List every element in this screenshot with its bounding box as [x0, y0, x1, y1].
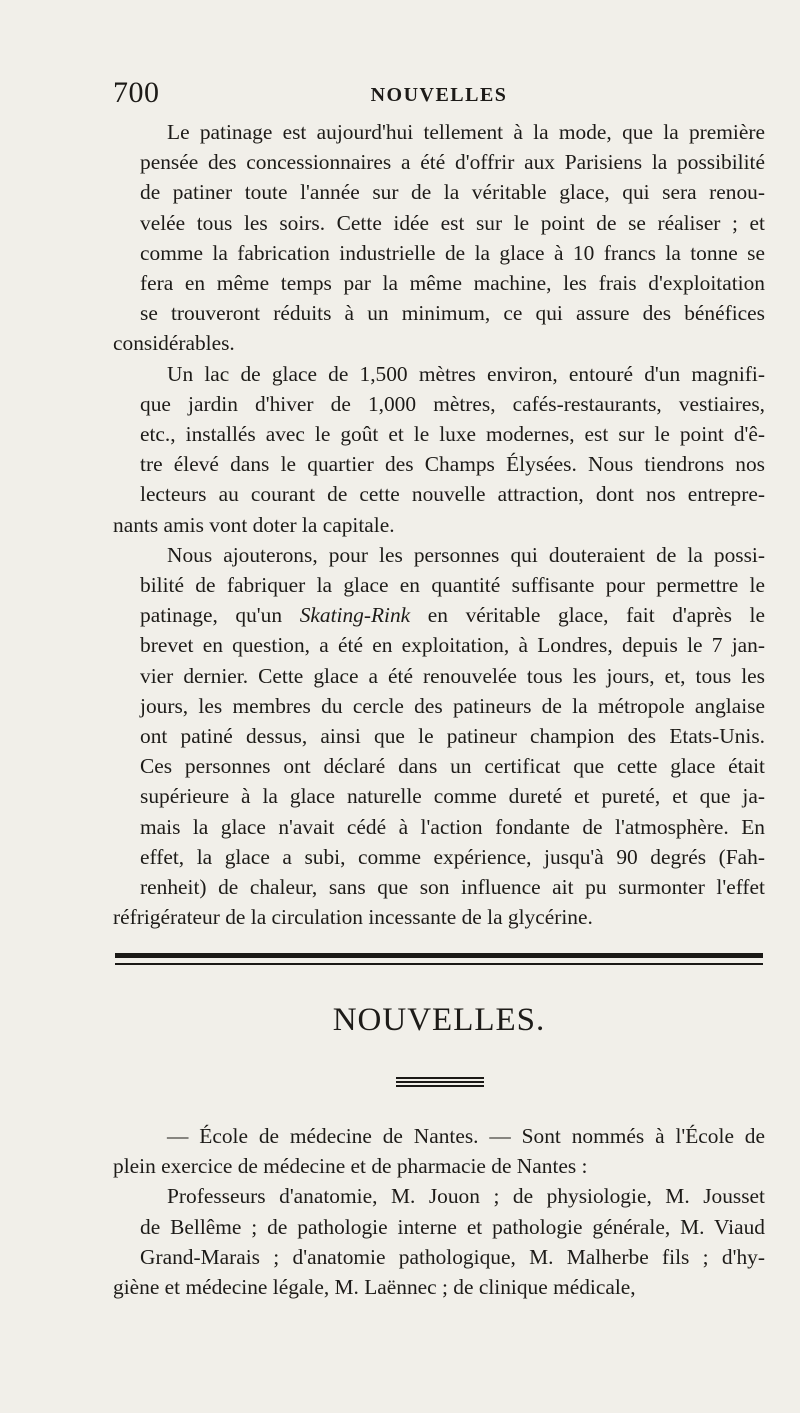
text-line: considérables. — [113, 331, 235, 356]
text-line: pensée des concessionnaires a été d'offrir aux Parisiens la possibilité — [140, 150, 765, 175]
page-number: 700 — [113, 76, 160, 109]
text-line: — École de médecine de Nantes. — Sont nommés à l'École de — [167, 1124, 765, 1148]
text-line: se trouveront réduits à un minimum, ce qui assure des bénéfices — [140, 301, 765, 326]
text-line: réfrigérateur de la circulation incessante de la glycérine. — [113, 905, 593, 930]
text-line: Professeurs d'anatomie, M. Jouon ; de physiologie, M. Jousset — [167, 1184, 765, 1209]
text-line: brevet en question, a été en exploitation, à Londres, depuis le 7 jan- — [140, 633, 765, 658]
page-header — [113, 76, 765, 116]
news-paragraph — [113, 1121, 765, 1181]
text-line: comme la fabrication industrielle de la glace à 10 francs la tonne se — [140, 240, 765, 265]
text-line: que jardin d'hiver de 1,000 mètres, cafés-restaurants, vestiaires, — [140, 391, 765, 416]
text-line: plein exercice de médecine et de pharmacie de Nantes : — [113, 1154, 588, 1179]
text-line: lecteurs au courant de cette nouvelle attraction, dont nos entrepre- — [140, 482, 765, 507]
section-divider — [115, 953, 763, 965]
text-line: Le patinage est aujourd'hui tellement à la mode, que la première — [167, 120, 765, 144]
text-line: ont patiné dessus, ainsi que le patineur champion des Etats-Unis. — [140, 724, 765, 749]
text-line: etc., installés avec le goût et le luxe modernes, est sur le point d'ê- — [140, 422, 765, 447]
text-line: effet, la glace a subi, comme expérience, jusqu'à 90 degrés (Fah- — [140, 844, 765, 869]
text-line: nants amis vont doter la capitale. — [113, 512, 395, 537]
article-paragraph — [113, 359, 765, 540]
text-line: renheit) de chaleur, sans que son influence ait pu surmonter l'effet — [140, 875, 765, 900]
article-body — [113, 117, 765, 932]
text-line: Ces personnes ont déclaré dans un certificat que cette glace était — [140, 754, 765, 779]
text-line: de patiner toute l'année sur de la véritable glace, qui sera renou- — [140, 180, 765, 205]
text-line: de Bellême ; de pathologie interne et pathologie générale, M. Viaud — [140, 1214, 765, 1239]
text-line: Un lac de glace de 1,500 mètres environ, entouré d'un magnifi- — [167, 361, 765, 386]
news-paragraph — [113, 1181, 765, 1302]
running-head: NOUVELLES — [370, 84, 508, 106]
text-line: tre élevé dans le quartier des Champs Élysées. Nous tiendrons nos — [140, 452, 765, 477]
text-line: mais la glace n'avait cédé à l'action fondante de l'atmosphère. En — [140, 814, 765, 839]
section-title: NOUVELLES. — [332, 1002, 546, 1038]
article-paragraph — [113, 540, 765, 933]
news-body — [113, 1121, 765, 1302]
text-line: jours, les membres du cercle des patineurs de la métropole anglaise — [140, 693, 765, 718]
text-line: Grand-Marais ; d'anatomie pathologique, M. Malherbe fils ; d'hy- — [140, 1244, 765, 1269]
title-underline — [396, 1077, 484, 1089]
text-line: Nous ajouterons, pour les personnes qui douteraient de la possi- — [167, 542, 765, 567]
article-paragraph — [113, 117, 765, 359]
text-line: patinage, qu'un Skating-Rink en véritable glace, fait d'après le — [140, 603, 765, 628]
text-line: bilité de fabriquer la glace en quantité suffisante pour permettre le — [140, 573, 765, 598]
text-line: giène et médecine légale, M. Laënnec ; de clinique médicale, — [113, 1275, 636, 1300]
text-line: supérieure à la glace naturelle comme dureté et pureté, et que ja- — [140, 784, 765, 809]
text-line: velée tous les soirs. Cette idée est sur le point de se réaliser ; et — [140, 210, 765, 235]
text-line: vier dernier. Cette glace a été renouvelée tous les jours, et, tous les — [140, 663, 765, 688]
text-line: fera en même temps par la même machine, les frais d'exploitation — [140, 271, 765, 296]
